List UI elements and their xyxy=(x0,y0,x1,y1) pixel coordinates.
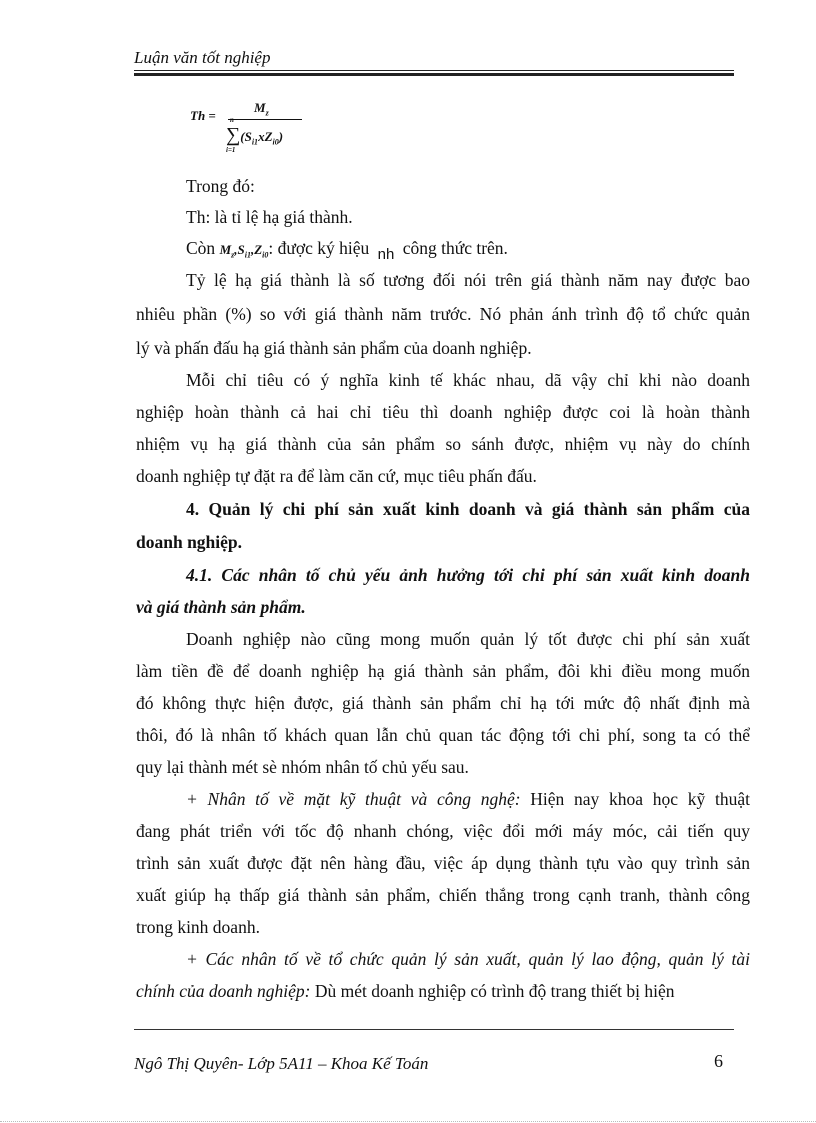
text-con: Còn xyxy=(186,238,216,258)
subsection-heading-4-1-cont: và giá thành sản phẩm. xyxy=(136,597,306,617)
symbol-m: M xyxy=(219,242,232,257)
text-org-label: chính của doanh nghiệp: xyxy=(136,981,311,1001)
formula-den-sub2: i0 xyxy=(272,137,279,147)
text-line: Tỷ lệ hạ giá thành là số tương đối nói trên giá thành năm nay được bao xyxy=(186,270,750,290)
formula-lhs: Th = xyxy=(190,108,216,123)
text-line: đang phát triển với tốc độ nhanh chóng, việc đổi mới máy móc, cải tiến quy xyxy=(136,821,750,841)
subsection-heading-4-1: 4.1. Các nhân tố chủ yếu ảnh hưởng tới chi phí sản xuất kinh doanh xyxy=(186,565,750,585)
page-number: 6 xyxy=(714,1051,723,1071)
section-heading-4-cont: doanh nghiệp. xyxy=(136,532,243,552)
text-line: lý và phấn đấu hạ giá thành sản phẩm của doanh nghiệp. xyxy=(136,338,532,358)
header-rule-thick xyxy=(134,73,734,76)
text-line: trình sản xuất được đặt nên hàng đầu, việc áp dụng thành tựu vào quy trình sản xyxy=(136,853,750,873)
formula-sum-lower: i=1 xyxy=(226,146,236,154)
symbol-z: Z xyxy=(254,242,263,257)
page-edge-dotted xyxy=(0,1121,816,1122)
text-line-tech xyxy=(186,789,750,810)
text-tech-body: Hiện nay khoa học kỹ thuật xyxy=(520,789,750,809)
con-symbols: $M_z,S_{i1},Z_{i0}$ xyxy=(219,242,269,260)
header-rule-thin xyxy=(134,70,734,71)
formula-numerator xyxy=(254,100,269,118)
footer-author: Ngô Thị Quyên- Lớp 5A11 – Khoa Kế Toán xyxy=(134,1054,429,1073)
sum-symbol-icon: ∑ xyxy=(226,124,241,146)
text-line: Mỗi chỉ tiêu có ý nghĩa kinh tế khác nhau, dã vậy chỉ khi nào doanh xyxy=(186,370,750,390)
text-line: thôi, đó là nhân tố khách quan lẫn chủ quan tác động tới chi phí, song ta có thể xyxy=(136,725,750,745)
text-line: làm tiền đề để doanh nghiệp hạ giá thành sản phẩm, đôi khi điều mong muốn xyxy=(136,661,750,681)
text-line: nhiêu phần (%) so với giá thành năm trước. Nó phản ánh trình độ tổ chức quản xyxy=(136,304,750,324)
text-con-end: công thức trên. xyxy=(402,238,508,258)
text-org-body: Dù mét doanh nghiệp có trình độ trang thiết bị hiện xyxy=(310,981,675,1001)
formula-sum-upper: n xyxy=(230,116,234,124)
text-line: Trong đó: xyxy=(186,176,255,196)
formula-numerator-m: M xyxy=(254,100,266,115)
text-con-tail: : được ký hiệu xyxy=(268,238,370,258)
text-tech-label: + Nhân tố về mặt kỹ thuật và công nghệ: xyxy=(186,789,521,809)
text-line: xuất giúp hạ thấp giá thành sản phẩm, chiến thắng trong cạnh tranh, thành công xyxy=(136,885,750,905)
symbol-m-sub: z xyxy=(231,250,235,260)
text-line: Th: là tỉ lệ hạ giá thành. xyxy=(186,207,353,227)
symbol-z-sub: i0 xyxy=(262,250,269,260)
symbol-s-sub: i1 xyxy=(244,250,251,260)
footer-rule xyxy=(134,1029,734,1030)
formula-denominator xyxy=(226,116,284,154)
formula-den-close: ) xyxy=(278,129,284,144)
formula-fraction-bar xyxy=(228,119,302,120)
text-line: trong kinh doanh. xyxy=(136,917,260,937)
text-line: quy lại thành mét sè nhóm nhân tố chủ yếu sau. xyxy=(136,757,469,777)
formula-den-xz: xZ xyxy=(258,129,273,144)
symbol-s: S xyxy=(237,242,245,257)
formula-den-s: (S xyxy=(240,129,252,144)
section-heading-4: 4. Quản lý chi phí sản xuất kinh doanh và giá thành sản phẩm của xyxy=(186,499,750,519)
text-line: nghiệp hoàn thành cả hai chỉ tiêu thì doanh nghiệp được coi là hoàn thành xyxy=(136,402,750,422)
text-line-org: + Các nhân tố về tổ chức quản lý sản xuất, quản lý lao động, quản lý tài xyxy=(186,949,750,969)
text-line: nhiệm vụ hạ giá thành của sản phẩm so sánh được, nhiệm vụ này do chính xyxy=(136,434,750,454)
text-line-org-cont xyxy=(136,981,675,1002)
nh-label: nh xyxy=(377,246,395,263)
text-line-con xyxy=(186,238,508,263)
formula-numerator-sub: z xyxy=(265,108,269,118)
formula-th xyxy=(186,100,326,166)
text-line: đó không thực hiện được, giá thành sản phẩm chỉ hạ tới mức độ nhất định mà xyxy=(136,693,750,713)
text-line: Doanh nghiệp nào cũng mong muốn quản lý tốt được chi phí sản xuất xyxy=(186,629,750,649)
text-line: doanh nghiệp tự đặt ra để làm căn cứ, mục tiêu phấn đấu. xyxy=(136,466,537,486)
formula-den-sub1: i1 xyxy=(251,137,259,147)
page-header-title: Luận văn tốt nghiệp xyxy=(134,48,271,67)
